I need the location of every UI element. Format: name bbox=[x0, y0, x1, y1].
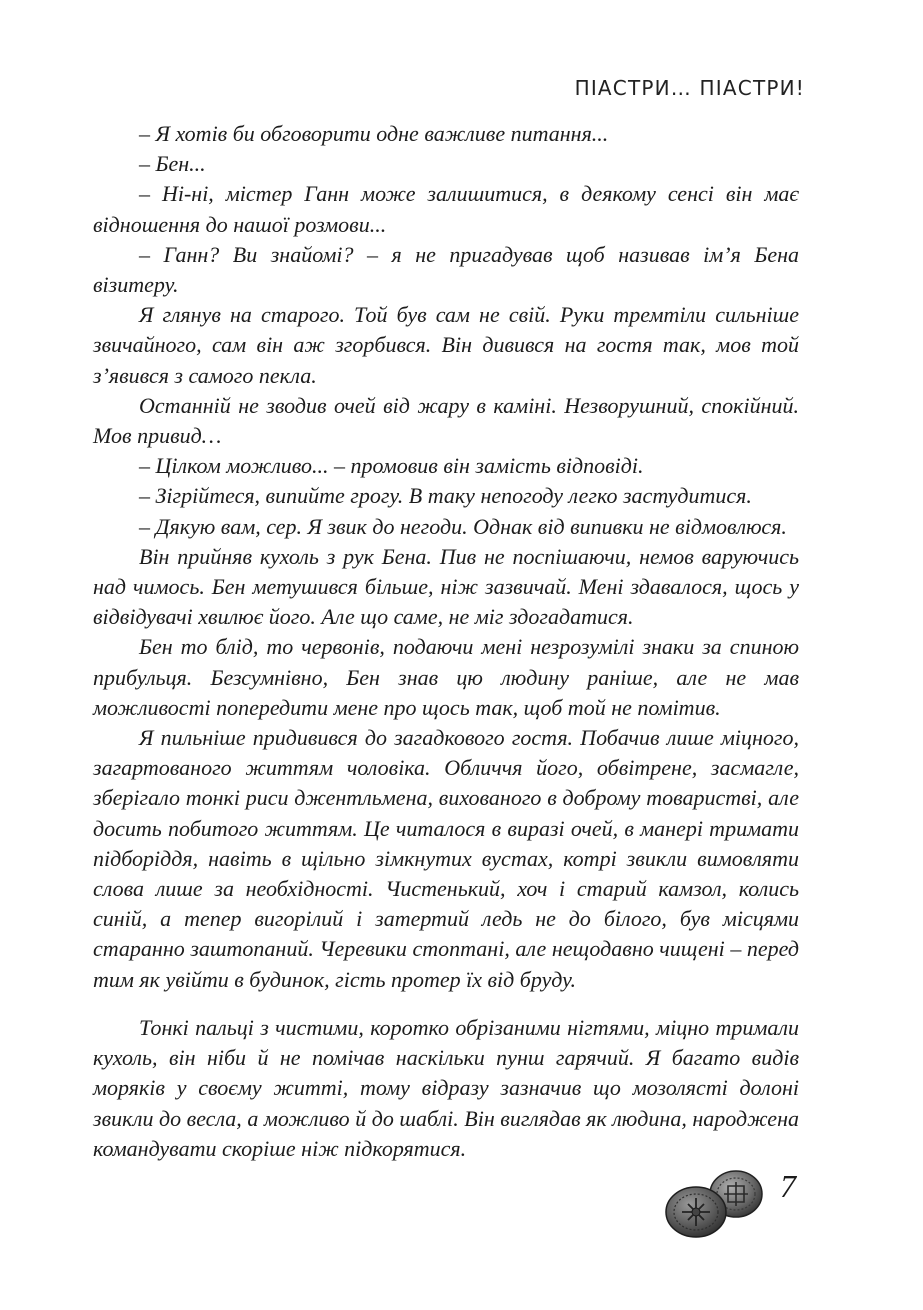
body-text bbox=[93, 119, 799, 1164]
paragraph: Він прийняв кухоль з рук Бена. Пив не поспішаючи, немов варуючись над чимось. Бен метушився більше, ніж зазвичай. Мені здавалося, щось у відвідувачі хвилює його. Але що саме, не міг здогадатися. bbox=[93, 543, 799, 630]
paragraph: – Цілком можливо... – промовив він замість відповіді. bbox=[139, 453, 644, 479]
paragraph: – Ні-ні, містер Ганн може залишитися, в деякому сенсі він має відношення до нашої розмови... bbox=[93, 181, 799, 237]
paragraph: Останній не зводив очей від жару в каміні. Незворушний, спокійний. Мов привид… bbox=[93, 392, 799, 449]
paragraph: Я пильніше придивився до загадкового гостя. Побачив лише міцного, загартованого життям чоловіка. Обличчя його, обвітрене, засмагле, зберігало тонкі риси джентльмена, вихованого в доброму товаристві, але досить побитого життям. Це читалося в виразі очей, в манері тримати підборіддя, навіть в щільно зімкнутих вустах, котрі звикли вимовляти слова лише за необхідності. Чистенький, хоч і старий камзол, колись синій, а тепер вигорілий і затертий ледь не до білого, був місцями старанно заштопаний. Черевики стоптані, але нещодавно чищені – перед тим як увійти в будинок, гість протер їх від бруду. bbox=[93, 725, 799, 992]
paragraph: – Дякую вам, сер. Я звик до негоди. Однак від випивки не відмовлюся. bbox=[139, 513, 787, 539]
running-title: ПІАСТРИ… ПІАСТРИ! bbox=[574, 76, 805, 100]
paragraph: – Ганн? Ви знайомі? – я не пригадував щоб називав ім’я Бена візитеру. bbox=[93, 241, 799, 298]
paragraph: Тонкі пальці з чистими, коротко обрізаними нігтями, міцно тримали кухоль, він ніби й не помічав наскільки пунш гарячий. Я багато видів моряків у своєму житті, тому відразу зазначив що мозолясті долоні звикли до весла, а можливо й до шаблі. Він виглядав як людина, народжена командувати скоріше ніж підкорятися. bbox=[93, 1014, 799, 1161]
page-number: 7 bbox=[780, 1168, 796, 1204]
paragraph: Я глянув на старого. Той був сам не свій. Руки тремтіли сильніше звичайного, сам він аж згорбився. Він дивився на гостя так, мов той з’явився з самого пекла. bbox=[93, 302, 799, 388]
paragraph: – Бен... bbox=[139, 151, 206, 177]
paragraph: – Зігрійтеся, випийте грогу. В таку непогоду легко застудитися. bbox=[139, 483, 752, 509]
coins-icon bbox=[660, 1168, 772, 1240]
paragraph: Бен то блід, то червонів, подаючи мені незрозумілі знаки за спиною прибульця. Безсумнівно, Бен знав цю людину раніше, але не мав можливості попередити мене про щось так, щоб той не помітив. bbox=[93, 634, 799, 720]
paragraph: – Я хотів би обговорити одне важливе питання... bbox=[139, 121, 609, 146]
